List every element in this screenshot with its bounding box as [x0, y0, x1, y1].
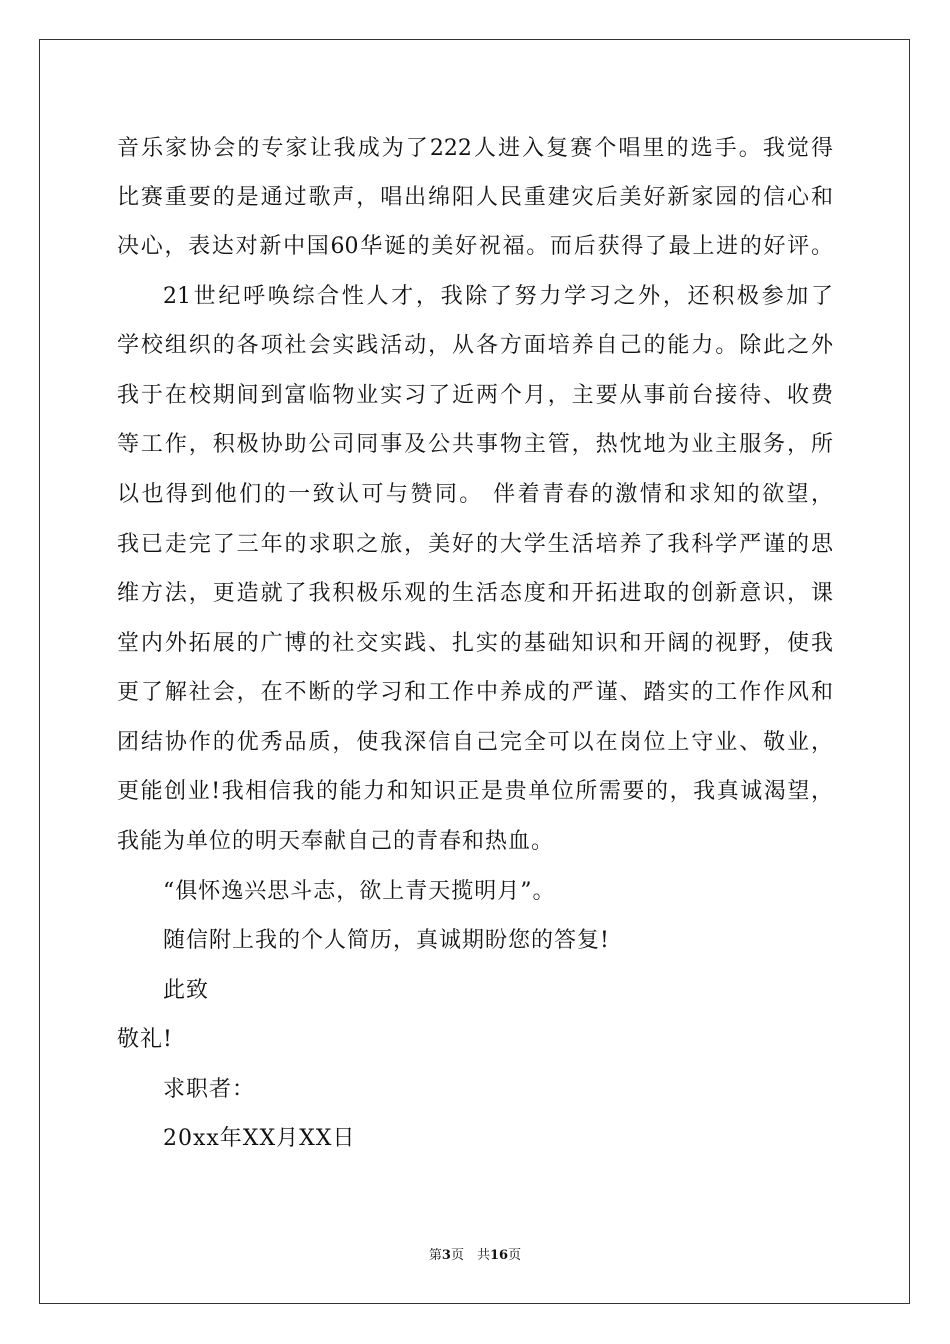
text-line: 以也得到他们的一致认可与赞同。 伴着青春的激情和求知的欲望，: [117, 482, 833, 507]
text-line: 更了解社会，在不断的学习和工作中养成的严谨、踏实的工作作风和: [117, 680, 833, 705]
text-line: 堂内外拓展的广博的社交实践、扎实的基础知识和开阔的视野，使我: [117, 631, 833, 656]
page-mid: 页 共: [450, 1248, 490, 1263]
page-current: 3: [441, 1248, 451, 1263]
page-suffix: 页: [508, 1248, 522, 1263]
text-line: 我已走完了三年的求职之旅，美好的大学生活培养了我科学严谨的思: [117, 532, 833, 557]
text-line: 我于在校期间到富临物业实习了近两个月，主要从事前台接待、收费: [117, 383, 833, 408]
page-border: [39, 39, 910, 1304]
text-line: 我能为单位的明天奉献自己的青春和热血。: [117, 829, 555, 854]
closing-respect: 敬礼!: [117, 1027, 173, 1052]
text-line: 21世纪呼唤综合性人才，我除了努力学习之外，还积极参加了: [163, 284, 833, 309]
attachment-note: 随信附上我的个人简历，真诚期盼您的答复!: [163, 928, 610, 953]
text-line: 决心，表达对新中国60华诞的美好祝福。而后获得了最上进的好评。: [117, 234, 833, 259]
signature-label: 求职者：: [163, 1077, 256, 1102]
page-total: 16: [489, 1248, 509, 1263]
text-line: 比赛重要的是通过歌声，唱出绵阳人民重建灾后美好新家园的信心和: [117, 185, 833, 210]
text-line: 音乐家协会的专家让我成为了222人进入复赛个唱里的选手。我觉得: [117, 136, 833, 161]
date-line: 20xx年XX月XX日: [163, 1126, 356, 1151]
page-prefix: 第: [428, 1248, 442, 1263]
page-number: [0, 1248, 950, 1264]
text-line: 更能创业!我相信我的能力和知识正是贵单位所需要的，我真诚渴望，: [117, 779, 833, 804]
text-line: 学校组织的各项社会实践活动，从各方面培养自己的能力。除此之外: [117, 333, 833, 358]
text-line: 维方法，更造就了我积极乐观的生活态度和开拓进取的创新意识，课: [117, 581, 833, 606]
text-line: 等工作，积极协助公司同事及公共事物主管，热忱地为业主服务，所: [117, 432, 833, 457]
quote-line: “俱怀逸兴思斗志，欲上青天揽明月”。: [163, 879, 556, 904]
closing-salutation: 此致: [163, 978, 210, 1003]
text-line: 团结协作的优秀品质，使我深信自己完全可以在岗位上守业、敬业，: [117, 730, 833, 755]
